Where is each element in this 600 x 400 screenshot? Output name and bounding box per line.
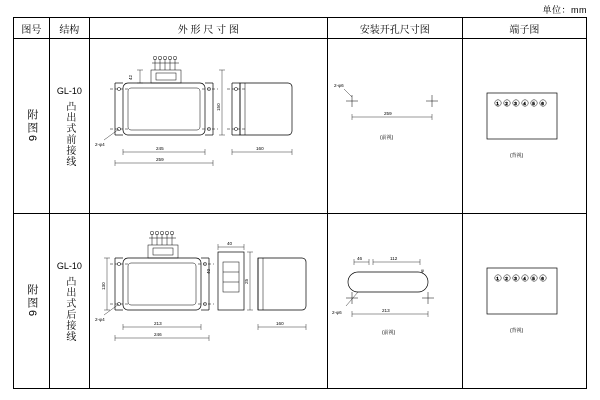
svg-text:160: 160: [255, 146, 264, 151]
svg-text:1: 1: [495, 276, 499, 281]
outline-drawing-1: [90, 39, 327, 213]
dimension-table: [13, 17, 587, 389]
fig-no-1-label: 附图6: [25, 108, 38, 144]
structure-model-1: GL-10: [56, 86, 82, 96]
svg-text:160: 160: [275, 321, 284, 326]
unit-label: 单位：mm: [542, 5, 587, 15]
svg-text:5: 5: [531, 276, 535, 281]
svg-text:40: 40: [205, 268, 211, 274]
structure-desc-2: 凸出式后接线: [63, 276, 75, 342]
cell-hole-1: [327, 39, 462, 214]
table-header-row: [14, 18, 587, 39]
header-outline: 外 形 尺 寸 图: [89, 18, 327, 39]
svg-text:40: 40: [226, 241, 232, 246]
cell-fig-no-1: [14, 39, 50, 214]
svg-text:245: 245: [155, 146, 164, 151]
svg-text:1: 1: [495, 101, 499, 106]
hole-drawing-1: [328, 39, 462, 213]
svg-text:3: 3: [513, 276, 517, 281]
svg-text:213: 213: [153, 321, 162, 326]
terminal-drawing-1: [463, 39, 586, 213]
svg-text:2-φ4: 2-φ4: [94, 142, 105, 147]
svg-text:(背视): (背视): [509, 153, 524, 159]
terminal-drawing-2: [463, 214, 586, 388]
cell-hole-2: [327, 214, 462, 389]
header-hole: 安装开孔尺寸图: [327, 18, 462, 39]
cell-terminal-1: [462, 39, 586, 214]
svg-text:259: 259: [155, 157, 164, 162]
svg-text:46: 46: [356, 256, 362, 261]
svg-text:130: 130: [100, 282, 106, 290]
svg-text:(背视): (背视): [509, 328, 524, 334]
table-row: [14, 214, 587, 389]
structure-model-2: GL-10: [56, 261, 82, 271]
cell-terminal-2: [462, 214, 586, 389]
svg-text:150: 150: [215, 103, 221, 111]
svg-text:25: 25: [243, 278, 249, 284]
svg-text:5: 5: [531, 101, 535, 106]
svg-text:2-φ6: 2-φ6: [331, 310, 342, 315]
svg-text:(前视): (前视): [379, 135, 394, 141]
cell-outline-2: [89, 214, 327, 389]
svg-text:4: 4: [522, 276, 526, 281]
svg-text:6: 6: [540, 276, 544, 281]
fig-no-2-label: 附图6: [25, 283, 38, 319]
svg-text:2-φ6: 2-φ6: [333, 83, 344, 88]
cell-structure-1: [49, 39, 89, 214]
outline-drawing-2: [90, 214, 327, 388]
hole-drawing-2: [328, 214, 462, 388]
svg-text:42: 42: [127, 74, 133, 80]
svg-text:259: 259: [383, 111, 392, 116]
svg-text:4: 4: [522, 101, 526, 106]
table-row: [14, 39, 587, 214]
svg-text:φ: φ: [420, 268, 424, 273]
cell-structure-2: [49, 214, 89, 389]
structure-desc-1: 凸出式前接线: [63, 101, 75, 167]
svg-text:2: 2: [504, 101, 508, 106]
svg-text:2-φ4: 2-φ4: [94, 317, 105, 322]
cell-outline-1: [89, 39, 327, 214]
svg-text:2: 2: [504, 276, 508, 281]
svg-text:246: 246: [153, 332, 162, 337]
cell-fig-no-2: [14, 214, 50, 389]
header-terminal: 端子图: [462, 18, 586, 39]
svg-text:3: 3: [513, 101, 517, 106]
svg-text:(前视): (前视): [381, 330, 396, 336]
svg-text:6: 6: [540, 101, 544, 106]
header-structure: 结构: [49, 18, 89, 39]
svg-text:213: 213: [381, 308, 390, 313]
header-fig-no: 图号: [14, 18, 50, 39]
svg-text:112: 112: [389, 256, 398, 261]
